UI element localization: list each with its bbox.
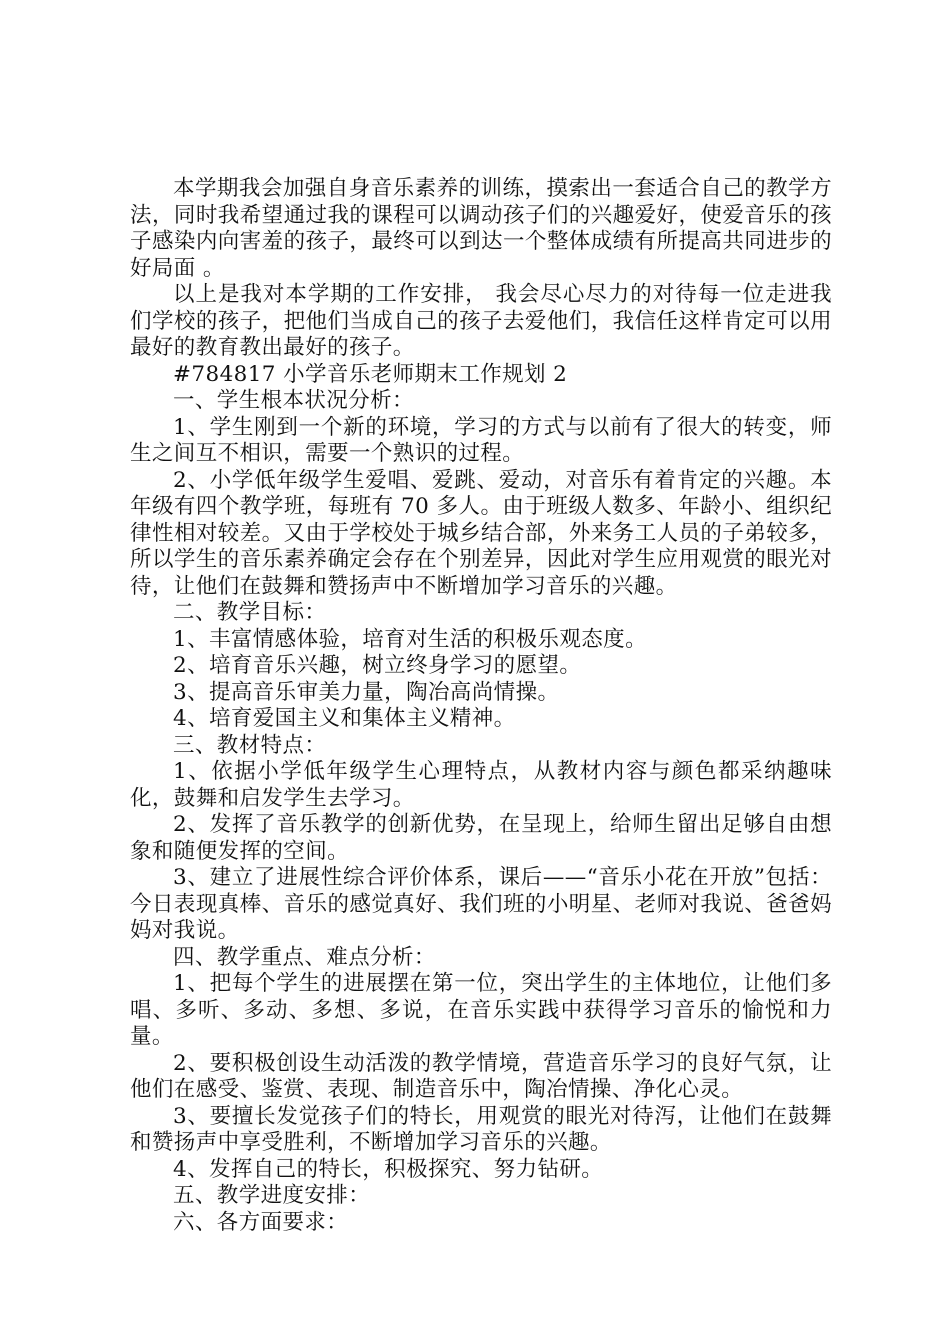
list-item: 2、发挥了音乐教学的创新优势，在呈现上，给师生留出足够自由想象和随便发挥的空间。 xyxy=(130,812,832,864)
paragraph-music-training: 本学期我会加强自身音乐素养的训练，摸索出一套适合自己的教学方法，同时我希望通过我的课程可以调动孩子们的兴趣爱好，使爱音乐的孩子感染内向害羞的孩子，最终可以到达一个整体成绩有所提高共同进步的好局面 。 xyxy=(130,176,832,281)
list-item: 3、建立了进展性综合评价体系，课后——“音乐小花在开放”包括：今日表现真棒、音乐的感觉真好、我们班的小明星、老师对我说、爸爸妈妈对我说。 xyxy=(130,865,832,943)
list-item: 4、培育爱国主义和集体主义精神。 xyxy=(173,706,516,731)
list-item: 2、培育音乐兴趣，树立终身学习的愿望。 xyxy=(173,653,582,678)
document-title: #784817 小学音乐老师期末工作规划 2 xyxy=(173,361,568,387)
section-heading-teaching-goals: 二、教学目标： xyxy=(173,600,327,625)
list-item: 3、要擅长发觉孩子们的特长，用观赏的眼光对待泻，让他们在鼓舞和赞扬声中享受胜利，不断增加学习音乐的兴趣。 xyxy=(130,1103,832,1155)
section-heading-schedule: 五、教学进度安排： xyxy=(173,1183,371,1208)
list-item: 1、把每个学生的进展摆在第一位，突出学生的主体地位，让他们多唱、多听、多动、多想、多说，在音乐实践中获得学习音乐的愉悦和力量。 xyxy=(130,971,832,1049)
list-item: 3、提高音乐审美力量，陶冶高尚情操。 xyxy=(173,679,560,705)
list-item: 2、要积极创设生动活泼的教学情境，营造音乐学习的良好气氛，让他们在感受、鉴赏、表现、制造音乐中，陶冶情操、净化心灵。 xyxy=(130,1050,832,1102)
list-item: 1、依据小学低年级学生心理特点，从教材内容与颜色都采纳趣味化，鼓舞和启发学生去学习。 xyxy=(130,759,832,811)
section-heading-textbook-features: 三、教材特点： xyxy=(173,732,327,758)
list-item: 1、丰富情感体验，培育对生活的积极乐观态度。 xyxy=(173,626,647,652)
section-heading-student-analysis: 一、学生根本状况分析： xyxy=(173,388,414,413)
section-heading-requirements: 六、各方面要求： xyxy=(173,1209,349,1235)
list-item: 4、发挥自己的特长，积极探究、努力钻研。 xyxy=(173,1156,604,1182)
list-item: 1、学生刚到一个新的环境，学习的方式与以前有了很大的转变，师生之间互不相识，需要一个熟识的过程。 xyxy=(130,414,832,466)
document-page xyxy=(130,176,832,1236)
section-heading-key-points: 四、教学重点、难点分析： xyxy=(173,944,436,970)
list-item: 2、小学低年级学生爱唱、爱跳、爱动，对音乐有着肯定的兴趣。本年级有四个教学班，每班有 70 多人。由于班级人数多、年龄小、组织纪律性相对较差。又由于学校处于城乡结合部，外来务工人员的子弟较多，所以学生的音乐素养确定会存在个别差异，因此对学生应用观赏的眼光对待，让他们在鼓舞和赞扬声中不断增加学习音乐的兴趣。 xyxy=(130,467,832,599)
paragraph-work-arrangement: 以上是我对本学期的工作安排， 我会尽心尽力的对待每一位走进我们学校的孩子，把他们当成自己的孩子去爱他们，我信任这样肯定可以用最好的教育教出最好的孩子。 xyxy=(130,282,832,360)
